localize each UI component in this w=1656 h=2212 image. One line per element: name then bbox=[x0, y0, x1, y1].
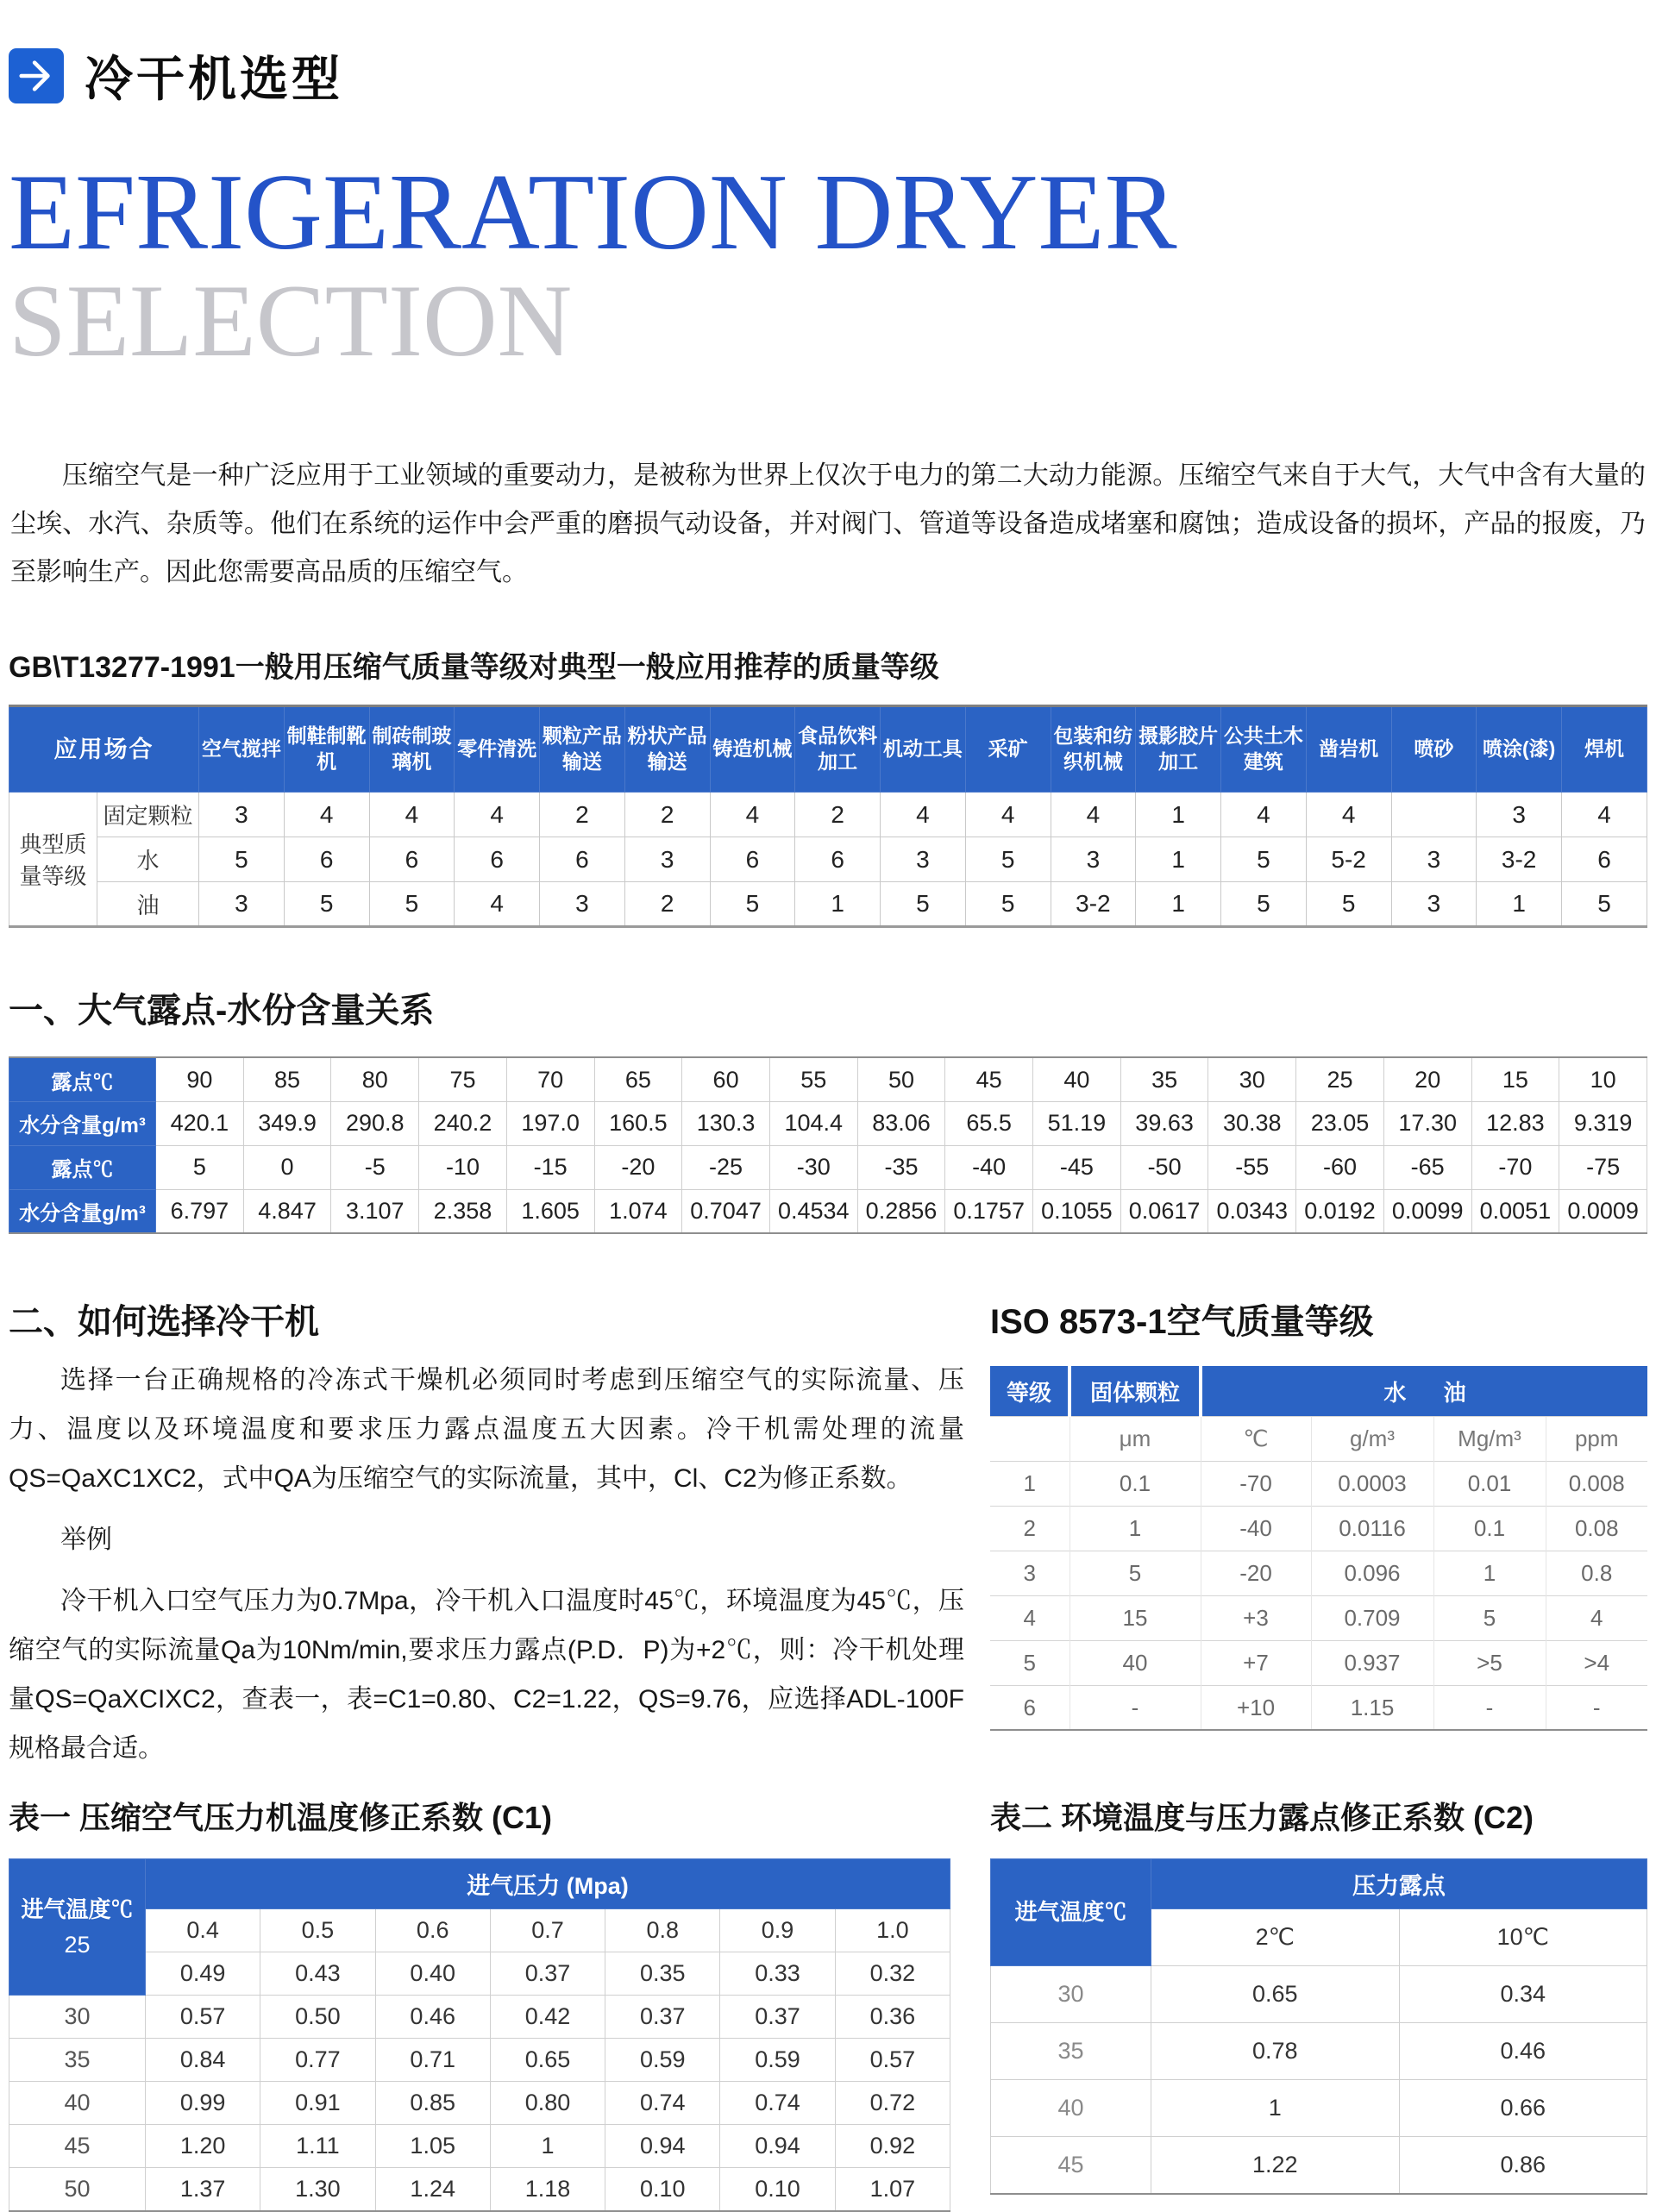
dew-value-cell: 51.19 bbox=[1033, 1101, 1121, 1145]
c1-pressure-value: 1.0 bbox=[835, 1909, 950, 1952]
c2-value-cell: 1 bbox=[1151, 2080, 1400, 2137]
dew-value-cell: 65.5 bbox=[945, 1101, 1033, 1145]
c1-pressure-value: 0.5 bbox=[260, 1909, 375, 1952]
dew-value-cell: 290.8 bbox=[331, 1101, 419, 1145]
c1-value-cell: 0.91 bbox=[260, 2082, 375, 2125]
intro-paragraph: 压缩空气是一种广泛应用于工业领域的重要动力，是被称为世界上仅次于电力的第二大动力能源。压缩空气来自于大气，大气中含有大量的尘埃、水汽、杂质等。他们在系统的运作中会严重的磨损气动设备，并对阀门、管道等设备造成堵塞和腐蚀；造成设备的损坏，产品的报废，乃至影响生产。因此您需要高品质的压缩空气。 bbox=[10, 461, 1646, 587]
c1-value-cell: 0.92 bbox=[835, 2125, 950, 2168]
gb-row-group-label: 典型质量等级 bbox=[9, 793, 97, 927]
iso-unit-cell: ppm bbox=[1546, 1416, 1647, 1461]
dew-value-cell: 420.1 bbox=[156, 1101, 244, 1145]
iso-value-cell: 4 bbox=[1546, 1595, 1647, 1640]
dew-value-cell: 70 bbox=[506, 1057, 594, 1101]
c1-value-cell: 0.10 bbox=[605, 2168, 720, 2211]
c1-value-cell: 0.10 bbox=[720, 2168, 835, 2211]
iso-value-cell: +7 bbox=[1201, 1640, 1311, 1685]
iso-value-cell: +3 bbox=[1201, 1595, 1311, 1640]
gb-value-cell: 5 bbox=[1221, 882, 1307, 927]
gb-value-cell: 4 bbox=[1051, 793, 1136, 837]
dew-value-cell: 55 bbox=[769, 1057, 857, 1101]
dew-value-cell: 2.358 bbox=[419, 1189, 507, 1233]
dew-value-cell: -10 bbox=[419, 1145, 507, 1189]
c2-corner-label: 进气温度℃ bbox=[1014, 1898, 1127, 1925]
iso-value-cell: 0.1 bbox=[1070, 1461, 1201, 1506]
dew-value-cell: 160.5 bbox=[594, 1101, 682, 1145]
iso-value-cell: 0.709 bbox=[1311, 1595, 1433, 1640]
dew-value-cell: -5 bbox=[331, 1145, 419, 1189]
gb-value-cell: 5 bbox=[881, 882, 966, 927]
iso-value-cell: 1 bbox=[990, 1461, 1070, 1506]
gb-value-cell: 4 bbox=[1221, 793, 1307, 837]
iso-value-cell: 0.01 bbox=[1433, 1461, 1546, 1506]
page-title: 冷干机选型 bbox=[85, 51, 343, 106]
c1-value-cell: 1.18 bbox=[490, 2168, 605, 2211]
c1-value-cell: 0.77 bbox=[260, 2039, 375, 2082]
title-english-line2: SELECTION bbox=[9, 263, 573, 379]
c2-dewpoint-value: 2℃ bbox=[1151, 1909, 1400, 1966]
dew-value-cell: 240.2 bbox=[419, 1101, 507, 1145]
dew-value-cell: 39.63 bbox=[1120, 1101, 1208, 1145]
iso-value-cell: - bbox=[1433, 1685, 1546, 1730]
c1-value-cell: 0.32 bbox=[835, 1952, 950, 1996]
dewpoint-table bbox=[9, 1056, 1647, 1234]
gb-value-cell: 6 bbox=[710, 837, 795, 882]
dew-value-cell: 75 bbox=[419, 1057, 507, 1101]
c2-value-cell: 0.86 bbox=[1399, 2137, 1647, 2194]
dew-value-cell: 25 bbox=[1296, 1057, 1384, 1101]
iso-value-cell: -20 bbox=[1201, 1551, 1311, 1595]
dew-value-cell: 0.4534 bbox=[769, 1189, 857, 1233]
gb-value-cell: 2 bbox=[624, 882, 710, 927]
c1-value-cell: 1 bbox=[490, 2125, 605, 2168]
dew-value-cell: 0.1757 bbox=[945, 1189, 1033, 1233]
dew-value-cell: 85 bbox=[243, 1057, 331, 1101]
c1-value-cell: 0.99 bbox=[146, 2082, 260, 2125]
dew-value-cell: -35 bbox=[857, 1145, 945, 1189]
c1-temp-cell: 30 bbox=[9, 1996, 146, 2039]
gb-row-label: 固定颗粒 bbox=[97, 793, 199, 837]
iso-unit-cell: μm bbox=[1070, 1416, 1201, 1461]
gb-value-cell: 1 bbox=[1477, 882, 1562, 927]
iso-solid-header: 固体颗粒 bbox=[1070, 1366, 1201, 1416]
dew-row-label: 露点℃ bbox=[9, 1057, 156, 1101]
c1-corner-value: 25 bbox=[64, 1932, 91, 1958]
c1-value-cell: 0.50 bbox=[260, 1996, 375, 2039]
c1-value-cell: 1.05 bbox=[375, 2125, 490, 2168]
dew-value-cell: 4.847 bbox=[243, 1189, 331, 1233]
c1-pressure-value: 0.8 bbox=[605, 1909, 720, 1952]
gb-value-cell: 5 bbox=[199, 837, 285, 882]
gb-value-cell: 3 bbox=[1051, 837, 1136, 882]
c2-temp-cell: 45 bbox=[991, 2137, 1151, 2194]
gb-value-cell: 5 bbox=[1562, 882, 1647, 927]
c1-value-cell: 0.43 bbox=[260, 1952, 375, 1996]
dew-value-cell: 1.074 bbox=[594, 1189, 682, 1233]
dew-value-cell: 50 bbox=[857, 1057, 945, 1101]
c1-value-cell: 0.36 bbox=[835, 1996, 950, 2039]
iso-value-cell: 6 bbox=[990, 1685, 1070, 1730]
c1-value-cell: 0.33 bbox=[720, 1952, 835, 1996]
dew-value-cell: 9.319 bbox=[1559, 1101, 1647, 1145]
c2-temp-cell: 40 bbox=[991, 2080, 1151, 2137]
dew-value-cell: 83.06 bbox=[857, 1101, 945, 1145]
c1-value-cell: 0.59 bbox=[720, 2039, 835, 2082]
iso-value-cell: 1.15 bbox=[1311, 1685, 1433, 1730]
gb-column-header: 摄影胶片加工 bbox=[1136, 706, 1221, 793]
iso-value-cell: 5 bbox=[1433, 1595, 1546, 1640]
iso-value-cell: >4 bbox=[1546, 1640, 1647, 1685]
selection-paragraph-1: 选择一台正确规格的冷冻式干燥机必须同时考虑到压缩空气的实际流量、压力、温度以及环境温度和要求压力露点温度五大因素。冷干机需处理的流量QS=QaXC1XC2，式中QA为压缩空气的实际流量，其中，Cl、C2为修正系数。 bbox=[9, 1366, 964, 1494]
gb-column-header: 机动工具 bbox=[881, 706, 966, 793]
gb-value-cell: 6 bbox=[284, 837, 369, 882]
c1-column bbox=[9, 1794, 964, 2212]
c2-corner-cell bbox=[991, 1859, 1151, 1966]
c1-value-cell: 1.24 bbox=[375, 2168, 490, 2211]
dew-value-cell: 60 bbox=[682, 1057, 770, 1101]
gb-value-cell: 5 bbox=[965, 837, 1051, 882]
iso-value-cell: 40 bbox=[1070, 1640, 1201, 1685]
dew-value-cell: -45 bbox=[1033, 1145, 1121, 1189]
gb-row-label: 水 bbox=[97, 837, 199, 882]
dew-value-cell: 197.0 bbox=[506, 1101, 594, 1145]
iso-value-cell: -40 bbox=[1201, 1506, 1311, 1551]
c1-table-title: 表一 压缩空气压力机温度修正系数 (C1) bbox=[9, 1800, 553, 1836]
dew-value-cell: 0 bbox=[243, 1145, 331, 1189]
dew-row-label: 露点℃ bbox=[9, 1145, 156, 1189]
iso-value-cell: 0.096 bbox=[1311, 1551, 1433, 1595]
gb-column-header: 食品饮料加工 bbox=[795, 706, 881, 793]
gb-value-cell: 4 bbox=[881, 793, 966, 837]
c1-value-cell: 0.49 bbox=[146, 1952, 260, 1996]
c2-correction-table bbox=[990, 1858, 1647, 2195]
gb-value-cell: 3 bbox=[624, 837, 710, 882]
iso-value-cell: 5 bbox=[1070, 1551, 1201, 1595]
c1-value-cell: 0.94 bbox=[720, 2125, 835, 2168]
gb-value-cell: 2 bbox=[795, 793, 881, 837]
iso-air-quality-table bbox=[990, 1366, 1647, 1731]
dew-value-cell: 65 bbox=[594, 1057, 682, 1101]
gb-column-header: 公共土木建筑 bbox=[1221, 706, 1307, 793]
gb-table-title: GB\T13277-1991一般用压缩气质量等级对典型一般应用推荐的质量等级 bbox=[9, 651, 939, 685]
c1-pressure-value: 0.7 bbox=[490, 1909, 605, 1952]
gb-value-cell: 4 bbox=[284, 793, 369, 837]
dew-row-label: 水分含量g/m³ bbox=[9, 1189, 156, 1233]
middle-two-column-section bbox=[9, 1294, 1647, 1773]
c1-value-cell: 1.30 bbox=[260, 2168, 375, 2211]
dew-value-cell: 0.7047 bbox=[682, 1189, 770, 1233]
gb-quality-table bbox=[9, 705, 1647, 928]
c2-dewpoint-value: 10℃ bbox=[1399, 1909, 1647, 1966]
gb-value-cell: 6 bbox=[1562, 837, 1647, 882]
dew-value-cell: 45 bbox=[945, 1057, 1033, 1101]
c2-column bbox=[990, 1794, 1647, 2195]
c1-value-cell: 0.57 bbox=[835, 2039, 950, 2082]
gb-value-cell bbox=[1391, 793, 1477, 837]
dew-value-cell: 0.0051 bbox=[1471, 1189, 1559, 1233]
iso-value-cell: 0.1 bbox=[1433, 1506, 1546, 1551]
dew-value-cell: 80 bbox=[331, 1057, 419, 1101]
iso-unit-cell: ℃ bbox=[1201, 1416, 1311, 1461]
c1-value-cell: 0.72 bbox=[835, 2082, 950, 2125]
bottom-two-column-section bbox=[9, 1794, 1647, 2212]
c1-value-cell: 0.46 bbox=[375, 1996, 490, 2039]
dew-value-cell: 6.797 bbox=[156, 1189, 244, 1233]
c1-value-cell: 0.80 bbox=[490, 2082, 605, 2125]
gb-column-header: 凿岩机 bbox=[1306, 706, 1391, 793]
section-one-title: 一、大气露点-水份含量关系 bbox=[9, 992, 435, 1031]
gb-value-cell: 5 bbox=[1221, 837, 1307, 882]
gb-column-header: 空气搅拌 bbox=[199, 706, 285, 793]
iso-value-cell: - bbox=[1070, 1685, 1201, 1730]
c1-pressure-value: 0.4 bbox=[146, 1909, 260, 1952]
gb-value-cell: 1 bbox=[1136, 837, 1221, 882]
dew-value-cell: 10 bbox=[1559, 1057, 1647, 1101]
gb-value-cell: 6 bbox=[455, 837, 540, 882]
gb-column-header: 喷涂(漆) bbox=[1477, 706, 1562, 793]
arrow-right-icon bbox=[9, 48, 64, 103]
dew-value-cell: 0.0099 bbox=[1383, 1189, 1471, 1233]
gb-column-header: 包装和纺织机械 bbox=[1051, 706, 1136, 793]
iso-unit-cell: Mg/m³ bbox=[1433, 1416, 1546, 1461]
dew-value-cell: -50 bbox=[1120, 1145, 1208, 1189]
dew-value-cell: 130.3 bbox=[682, 1101, 770, 1145]
iso-value-cell: 3 bbox=[990, 1551, 1070, 1595]
gb-value-cell: 4 bbox=[710, 793, 795, 837]
dew-value-cell: -70 bbox=[1471, 1145, 1559, 1189]
gb-value-cell: 4 bbox=[1562, 793, 1647, 837]
c2-temp-cell: 30 bbox=[991, 1966, 1151, 2023]
gb-value-cell: 5-2 bbox=[1306, 837, 1391, 882]
dew-value-cell: 17.30 bbox=[1383, 1101, 1471, 1145]
c1-value-cell: 0.37 bbox=[605, 1996, 720, 2039]
dew-value-cell: 0.1055 bbox=[1033, 1189, 1121, 1233]
dew-value-cell: 12.83 bbox=[1471, 1101, 1559, 1145]
dew-value-cell: -25 bbox=[682, 1145, 770, 1189]
gb-column-header: 焊机 bbox=[1562, 706, 1647, 793]
c2-value-cell: 0.34 bbox=[1399, 1966, 1647, 2023]
dew-value-cell: 0.0009 bbox=[1559, 1189, 1647, 1233]
section-two-title: 二、如何选择冷干机 bbox=[9, 1303, 319, 1342]
c1-corner-cell bbox=[9, 1859, 146, 1996]
gb-value-cell: 5 bbox=[369, 882, 455, 927]
gb-value-cell: 3 bbox=[881, 837, 966, 882]
gb-value-cell: 6 bbox=[795, 837, 881, 882]
c2-table-title: 表二 环境温度与压力露点修正系数 (C2) bbox=[990, 1800, 1534, 1836]
dew-value-cell: -65 bbox=[1383, 1145, 1471, 1189]
gb-value-cell: 4 bbox=[369, 793, 455, 837]
gb-column-header: 颗粒产品输送 bbox=[540, 706, 625, 793]
c1-value-cell: 0.74 bbox=[720, 2082, 835, 2125]
gb-column-header: 制鞋制靴机 bbox=[284, 706, 369, 793]
gb-column-header: 粉状产品输送 bbox=[624, 706, 710, 793]
gb-value-cell: 2 bbox=[624, 793, 710, 837]
gb-column-header: 采矿 bbox=[965, 706, 1051, 793]
iso-value-cell: 0.008 bbox=[1546, 1461, 1647, 1506]
c2-value-cell: 0.66 bbox=[1399, 2080, 1647, 2137]
c1-temp-cell: 40 bbox=[9, 2082, 146, 2125]
gb-value-cell: 3 bbox=[540, 882, 625, 927]
iso-value-cell: 5 bbox=[990, 1640, 1070, 1685]
iso-value-cell: 0.8 bbox=[1546, 1551, 1647, 1595]
c1-value-cell: 0.42 bbox=[490, 1996, 605, 2039]
dew-value-cell: 0.2856 bbox=[857, 1189, 945, 1233]
dew-value-cell: 0.0343 bbox=[1208, 1189, 1296, 1233]
gb-column-header: 铸造机械 bbox=[710, 706, 795, 793]
iso-value-cell: 15 bbox=[1070, 1595, 1201, 1640]
iso-grade-header: 等级 bbox=[990, 1366, 1070, 1416]
selection-text-column bbox=[9, 1294, 964, 1773]
dew-value-cell: -30 bbox=[769, 1145, 857, 1189]
c1-value-cell: 0.94 bbox=[605, 2125, 720, 2168]
gb-value-cell: 5 bbox=[965, 882, 1051, 927]
c1-value-cell: 0.84 bbox=[146, 2039, 260, 2082]
selection-paragraph-2: 举例 bbox=[60, 1526, 112, 1555]
gb-value-cell: 3 bbox=[1391, 837, 1477, 882]
iso-value-cell: -70 bbox=[1201, 1461, 1311, 1506]
c1-temp-cell: 50 bbox=[9, 2168, 146, 2211]
c1-corner-label: 进气温度℃ bbox=[21, 1896, 134, 1923]
c1-value-cell: 0.71 bbox=[375, 2039, 490, 2082]
iso-unit-cell bbox=[990, 1416, 1070, 1461]
dew-value-cell: 40 bbox=[1033, 1057, 1121, 1101]
dew-value-cell: -15 bbox=[506, 1145, 594, 1189]
c1-value-cell: 1.20 bbox=[146, 2125, 260, 2168]
iso-value-cell: 1 bbox=[1433, 1551, 1546, 1595]
c1-value-cell: 0.35 bbox=[605, 1952, 720, 1996]
c1-value-cell: 0.40 bbox=[375, 1952, 490, 1996]
iso-table-title: ISO 8573-1空气质量等级 bbox=[990, 1303, 1374, 1342]
c1-value-cell: 0.57 bbox=[146, 1996, 260, 2039]
c1-value-cell: 0.37 bbox=[490, 1952, 605, 1996]
iso-value-cell: 4 bbox=[990, 1595, 1070, 1640]
c2-temp-cell: 35 bbox=[991, 2023, 1151, 2080]
gb-value-cell: 3 bbox=[199, 882, 285, 927]
gb-column-header: 零件清洗 bbox=[455, 706, 540, 793]
c1-pressure-value: 0.9 bbox=[720, 1909, 835, 1952]
c1-temp-cell: 35 bbox=[9, 2039, 146, 2082]
gb-value-cell: 3 bbox=[1391, 882, 1477, 927]
gb-value-cell: 4 bbox=[965, 793, 1051, 837]
iso-value-cell: - bbox=[1546, 1685, 1647, 1730]
gb-value-cell: 4 bbox=[455, 882, 540, 927]
gb-value-cell: 1 bbox=[795, 882, 881, 927]
dew-value-cell: 104.4 bbox=[769, 1101, 857, 1145]
iso-unit-cell: g/m³ bbox=[1311, 1416, 1433, 1461]
gb-value-cell: 6 bbox=[369, 837, 455, 882]
dew-row-label: 水分含量g/m³ bbox=[9, 1101, 156, 1145]
iso-value-cell: 0.08 bbox=[1546, 1506, 1647, 1551]
gb-corner-header: 应用场合 bbox=[9, 706, 199, 793]
dew-value-cell: -55 bbox=[1208, 1145, 1296, 1189]
dew-value-cell: 35 bbox=[1120, 1057, 1208, 1101]
gb-value-cell: 1 bbox=[1136, 793, 1221, 837]
dew-value-cell: 90 bbox=[156, 1057, 244, 1101]
selection-paragraph-3: 冷干机入口空气压力为0.7Mpa，冷干机入口温度时45℃，环境温度为45℃，压缩空气的实际流量Qa为10Nm/min,要求压力露点(P.D．P)为+2℃，则：冷干机处理量QS=QaXCIXC2，查表一，表=C1=0.80、C2=1.22，QS=9.76，应选择ADL-100F规格最合适。 bbox=[9, 1587, 964, 1764]
iso-value-cell: 1 bbox=[1070, 1506, 1201, 1551]
gb-value-cell: 5 bbox=[710, 882, 795, 927]
c1-value-cell: 1.07 bbox=[835, 2168, 950, 2211]
c2-value-cell: 0.46 bbox=[1399, 2023, 1647, 2080]
gb-value-cell: 3-2 bbox=[1051, 882, 1136, 927]
dew-value-cell: 30.38 bbox=[1208, 1101, 1296, 1145]
c2-value-cell: 0.78 bbox=[1151, 2023, 1400, 2080]
c1-pressure-value: 0.6 bbox=[375, 1909, 490, 1952]
gb-value-cell: 4 bbox=[1306, 793, 1391, 837]
dew-value-cell: 3.107 bbox=[331, 1189, 419, 1233]
iso-value-cell: +10 bbox=[1201, 1685, 1311, 1730]
gb-column-header: 制砖制玻璃机 bbox=[369, 706, 455, 793]
gb-value-cell: 5 bbox=[1306, 882, 1391, 927]
iso-column bbox=[990, 1294, 1647, 1731]
gb-value-cell: 4 bbox=[455, 793, 540, 837]
c2-dewpoint-header: 压力露点 bbox=[1151, 1859, 1647, 1909]
c1-pressure-header: 进气压力 (Mpa) bbox=[146, 1859, 950, 1909]
iso-value-cell: >5 bbox=[1433, 1640, 1546, 1685]
iso-value-cell: 0.0003 bbox=[1311, 1461, 1433, 1506]
c1-value-cell: 0.85 bbox=[375, 2082, 490, 2125]
iso-wateroil-header: 水 油 bbox=[1201, 1366, 1647, 1416]
dew-value-cell: -40 bbox=[945, 1145, 1033, 1189]
dew-value-cell: 1.605 bbox=[506, 1189, 594, 1233]
title-english-line1: EFRIGERATION DRYER bbox=[9, 153, 1177, 273]
gb-value-cell: 3-2 bbox=[1477, 837, 1562, 882]
c1-temp-cell: 45 bbox=[9, 2125, 146, 2168]
c1-correction-table bbox=[9, 1858, 950, 2212]
c1-value-cell: 0.59 bbox=[605, 2039, 720, 2082]
gb-value-cell: 2 bbox=[540, 793, 625, 837]
dew-value-cell: 0.0192 bbox=[1296, 1189, 1384, 1233]
iso-value-cell: 0.937 bbox=[1311, 1640, 1433, 1685]
gb-value-cell: 5 bbox=[284, 882, 369, 927]
c2-value-cell: 0.65 bbox=[1151, 1966, 1400, 2023]
dew-value-cell: -75 bbox=[1559, 1145, 1647, 1189]
dew-value-cell: -60 bbox=[1296, 1145, 1384, 1189]
iso-value-cell: 2 bbox=[990, 1506, 1070, 1551]
c1-value-cell: 0.65 bbox=[490, 2039, 605, 2082]
dew-value-cell: 0.0617 bbox=[1120, 1189, 1208, 1233]
c1-value-cell: 0.37 bbox=[720, 1996, 835, 2039]
dew-value-cell: 5 bbox=[156, 1145, 244, 1189]
gb-row-label: 油 bbox=[97, 882, 199, 927]
gb-value-cell: 3 bbox=[199, 793, 285, 837]
c1-value-cell: 0.74 bbox=[605, 2082, 720, 2125]
dew-value-cell: -20 bbox=[594, 1145, 682, 1189]
c1-value-cell: 1.11 bbox=[260, 2125, 375, 2168]
c2-value-cell: 1.22 bbox=[1151, 2137, 1400, 2194]
dew-value-cell: 23.05 bbox=[1296, 1101, 1384, 1145]
gb-value-cell: 1 bbox=[1136, 882, 1221, 927]
gb-column-header: 喷砂 bbox=[1391, 706, 1477, 793]
c1-value-cell: 1.37 bbox=[146, 2168, 260, 2211]
iso-value-cell: 0.0116 bbox=[1311, 1506, 1433, 1551]
dew-value-cell: 15 bbox=[1471, 1057, 1559, 1101]
gb-value-cell: 3 bbox=[1477, 793, 1562, 837]
page-header bbox=[9, 0, 1647, 142]
gb-value-cell: 6 bbox=[540, 837, 625, 882]
dew-value-cell: 30 bbox=[1208, 1057, 1296, 1101]
dew-value-cell: 20 bbox=[1383, 1057, 1471, 1101]
dew-value-cell: 349.9 bbox=[243, 1101, 331, 1145]
